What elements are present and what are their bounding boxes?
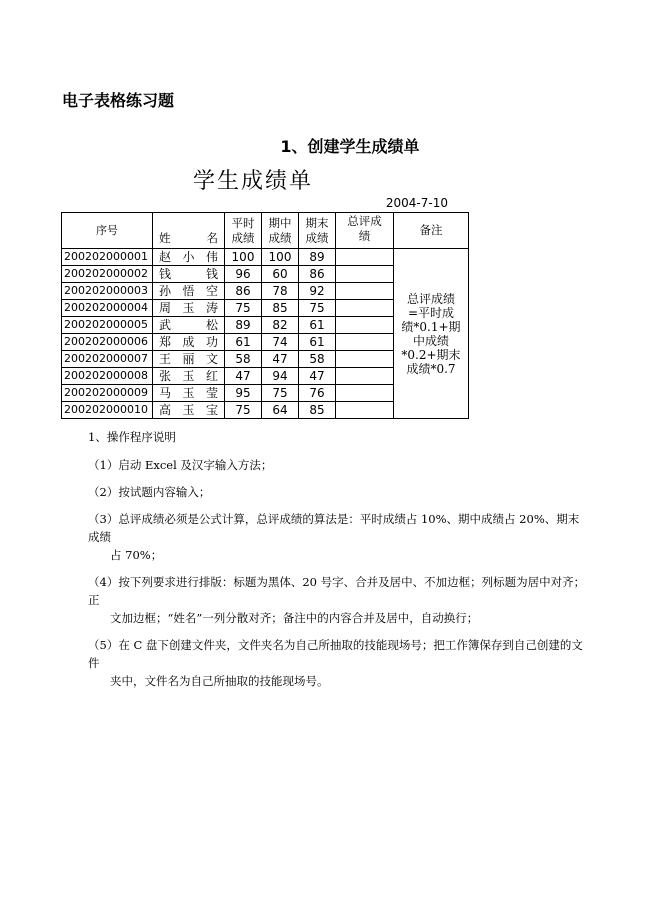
cell-regular: 86 [225, 283, 262, 300]
instruction-line: （2）按试题内容输入； [88, 485, 211, 499]
note-line: =平时成 [407, 305, 455, 320]
note-line: 总评成绩 [406, 291, 455, 306]
cell-regular: 61 [225, 334, 262, 351]
cell-midterm: 74 [262, 334, 299, 351]
cell-name: 赵小伟 [153, 249, 225, 266]
cell-final: 89 [299, 249, 336, 266]
header-id: 序号 [62, 213, 153, 249]
cell-name: 马玉莹 [153, 385, 225, 402]
cell-total [336, 351, 394, 368]
note-line: 绩*0.1+期 [401, 319, 461, 334]
cell-final: 75 [299, 300, 336, 317]
header-total: 总评成 绩 [336, 213, 394, 249]
cell-final: 76 [299, 385, 336, 402]
cell-total [336, 334, 394, 351]
cell-regular: 95 [225, 385, 262, 402]
cell-midterm: 78 [262, 283, 299, 300]
header-name: 姓 名 [153, 213, 225, 249]
cell-regular: 58 [225, 351, 262, 368]
cell-name: 钱钱 [153, 266, 225, 283]
instruction-step [88, 510, 588, 564]
cell-id: 200202000005 [62, 317, 153, 334]
cell-note [394, 249, 469, 419]
cell-name: 张玉红 [153, 368, 225, 385]
cell-id: 200202000001 [62, 249, 153, 266]
instruction-line: （1）启动 Excel 及汉字输入方法； [88, 458, 273, 472]
cell-regular: 96 [225, 266, 262, 283]
cell-midterm: 85 [262, 300, 299, 317]
cell-total [336, 385, 394, 402]
instruction-line: 文加边框；“姓名”一列分散对齐；备注中的内容合并及居中，自动换行； [110, 611, 479, 625]
cell-id: 200202000009 [62, 385, 153, 402]
cell-id: 200202000010 [62, 402, 153, 419]
header-final: 期末 成绩 [299, 213, 336, 249]
cell-regular: 75 [225, 300, 262, 317]
note-line: 成绩*0.7 [406, 361, 456, 376]
cell-midterm: 75 [262, 385, 299, 402]
note-line: *0.2+期末 [401, 347, 461, 362]
header-note: 备注 [394, 213, 469, 249]
instruction-line: （4）按下列要求进行排版：标题为黑体、20 号字、合并及居中、不加边框；列标题为居中对齐；正 [88, 575, 586, 607]
cell-id: 200202000003 [62, 283, 153, 300]
cell-id: 200202000008 [62, 368, 153, 385]
cell-final: 85 [299, 402, 336, 419]
cell-final: 58 [299, 351, 336, 368]
header-row [62, 213, 469, 249]
cell-id: 200202000006 [62, 334, 153, 351]
sheet-title: 学生成绩单 [193, 169, 314, 194]
section-subheading: 1、创建学生成绩单 [280, 137, 420, 156]
cell-name: 高玉宝 [153, 402, 225, 419]
instruction-line: 夹中，文件名为自己所抽取的技能现场号。 [110, 674, 329, 688]
cell-total [336, 249, 394, 266]
cell-total [336, 300, 394, 317]
instructions [88, 428, 588, 699]
instruction-step [88, 483, 588, 501]
cell-midterm: 100 [262, 249, 299, 266]
document-heading: 电子表格练习题 [62, 91, 175, 110]
cell-name: 王丽文 [153, 351, 225, 368]
cell-midterm: 82 [262, 317, 299, 334]
header-midterm: 期中 成绩 [262, 213, 299, 249]
cell-id: 200202000002 [62, 266, 153, 283]
cell-final: 92 [299, 283, 336, 300]
cell-id: 200202000004 [62, 300, 153, 317]
grade-table [61, 212, 469, 419]
instructions-intro: 1、操作程序说明 [88, 430, 176, 444]
cell-name: 孙悟空 [153, 283, 225, 300]
instruction-line: 占 70%； [110, 548, 163, 562]
instruction-line: （3）总评成绩必须是公式计算，总评成绩的算法是：平时成绩占 10%、期中成绩占 20%、期末成绩 [88, 512, 580, 544]
instruction-step [88, 636, 588, 690]
instruction-line: （5）在 C 盘下创建文件夹，文件夹名为自己所抽取的技能现场号；把工作簿保存到自己创建的文件 [88, 638, 583, 670]
instruction-step [88, 573, 588, 627]
cell-total [336, 266, 394, 283]
cell-total [336, 402, 394, 419]
cell-total [336, 368, 394, 385]
cell-midterm: 47 [262, 351, 299, 368]
note-line: 中成绩 [412, 333, 449, 348]
cell-id: 200202000007 [62, 351, 153, 368]
cell-name: 武松 [153, 317, 225, 334]
cell-midterm: 94 [262, 368, 299, 385]
cell-regular: 100 [225, 249, 262, 266]
cell-final: 47 [299, 368, 336, 385]
instruction-step [88, 456, 588, 474]
cell-name: 周玉涛 [153, 300, 225, 317]
cell-midterm: 64 [262, 402, 299, 419]
cell-total [336, 317, 394, 334]
cell-regular: 75 [225, 402, 262, 419]
table-row [62, 249, 469, 266]
cell-final: 61 [299, 334, 336, 351]
cell-regular: 89 [225, 317, 262, 334]
header-regular: 平时 成绩 [225, 213, 262, 249]
sheet-date: 2004-7-10 [385, 196, 448, 210]
cell-name: 郑成功 [153, 334, 225, 351]
cell-final: 61 [299, 317, 336, 334]
cell-midterm: 60 [262, 266, 299, 283]
cell-regular: 47 [225, 368, 262, 385]
cell-total [336, 283, 394, 300]
cell-final: 86 [299, 266, 336, 283]
